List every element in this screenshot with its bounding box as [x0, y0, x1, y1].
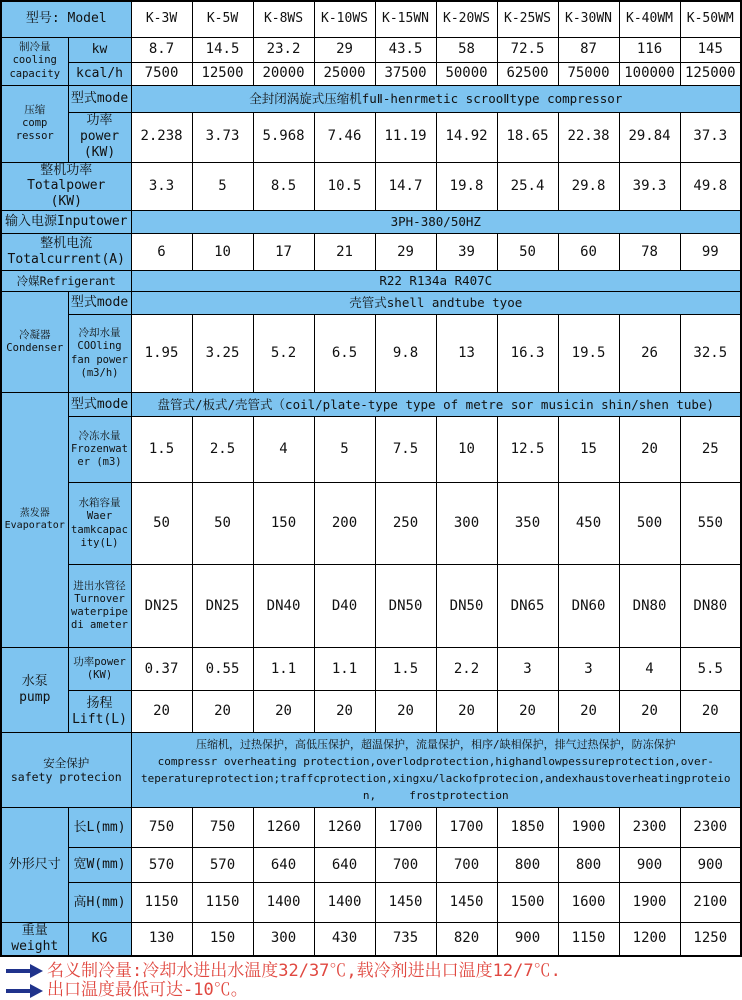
- value-cell: 700: [436, 848, 497, 883]
- value-cell: 2100: [680, 883, 741, 923]
- value-cell: 2300: [680, 808, 741, 848]
- input-power-value: 3PH-380/50HZ: [131, 211, 741, 234]
- value-cell: 10: [436, 417, 497, 483]
- value-cell: 145: [680, 37, 741, 62]
- value-cell: 750: [131, 808, 192, 848]
- value-cell: 100000: [619, 62, 680, 85]
- value-cell: 12500: [192, 62, 253, 85]
- value-cell: 1250: [680, 923, 741, 956]
- value-cell: 2300: [619, 808, 680, 848]
- condenser-mode-label: 型式mode: [68, 292, 131, 315]
- value-cell: 6.5: [314, 315, 375, 393]
- value-cell: 10: [192, 234, 253, 271]
- value-cell: 20: [314, 691, 375, 733]
- value-cell: 1600: [558, 883, 619, 923]
- width-label: 宽W(mm): [68, 848, 131, 883]
- model-header: K-40WM: [619, 1, 680, 37]
- value-cell: 500: [619, 483, 680, 565]
- refrigerant-label: 冷媒Refrigerant: [1, 271, 131, 292]
- value-cell: 550: [680, 483, 741, 565]
- value-cell: DN60: [558, 565, 619, 648]
- value-cell: 3.3: [131, 162, 192, 211]
- value-cell: 150: [192, 923, 253, 956]
- value-cell: DN25: [131, 565, 192, 648]
- model-header: K-50WM: [680, 1, 741, 37]
- value-cell: 3.25: [192, 315, 253, 393]
- cooling-water-label: 冷却水量 COOling fan power (m3/h): [68, 315, 131, 393]
- value-cell: 37500: [375, 62, 436, 85]
- value-cell: 1700: [436, 808, 497, 848]
- evaporator-type-text: 盘管式/板式/壳管式（coil/plate-type type of metre sor musicin shin/shen tube): [131, 393, 741, 417]
- value-cell: 4: [253, 417, 314, 483]
- value-cell: 19.5: [558, 315, 619, 393]
- value-cell: 62500: [497, 62, 558, 85]
- value-cell: 1150: [558, 923, 619, 956]
- value-cell: 17: [253, 234, 314, 271]
- value-cell: 3: [497, 648, 558, 691]
- value-cell: DN40: [253, 565, 314, 648]
- value-cell: 75000: [558, 62, 619, 85]
- value-cell: 1.95: [131, 315, 192, 393]
- value-cell: 5.5: [680, 648, 741, 691]
- value-cell: 116: [619, 37, 680, 62]
- height-label: 高H(mm): [68, 883, 131, 923]
- cooling-capacity-label: 制冷量 cooling capacity: [1, 37, 68, 85]
- value-cell: 1150: [131, 883, 192, 923]
- total-power-label: 整机功率 Totalpower (KW): [1, 162, 131, 211]
- refrigerant-value: R22 R134a R407C: [131, 271, 741, 292]
- value-cell: 20: [253, 691, 314, 733]
- value-cell: 700: [375, 848, 436, 883]
- evaporator-mode-label: 型式mode: [68, 393, 131, 417]
- pipe-diameter-label: 进出水管径 Turnover waterpipe di ameter: [68, 565, 131, 648]
- value-cell: 1150: [192, 883, 253, 923]
- value-cell: 750: [192, 808, 253, 848]
- value-cell: 200: [314, 483, 375, 565]
- value-cell: 25: [680, 417, 741, 483]
- footnotes: [4, 962, 740, 1000]
- value-cell: 900: [680, 848, 741, 883]
- value-cell: DN80: [619, 565, 680, 648]
- value-cell: 37.3: [680, 112, 741, 162]
- value-cell: 29: [375, 234, 436, 271]
- value-cell: 50000: [436, 62, 497, 85]
- value-cell: 7.5: [375, 417, 436, 483]
- kg-label: KG: [68, 923, 131, 956]
- model-header: K-8WS: [253, 1, 314, 37]
- value-cell: 20: [192, 691, 253, 733]
- value-cell: 5.968: [253, 112, 314, 162]
- value-cell: 20: [619, 417, 680, 483]
- value-cell: 16.3: [497, 315, 558, 393]
- value-cell: 820: [436, 923, 497, 956]
- value-cell: 29.84: [619, 112, 680, 162]
- compressor-mode-label: 型式mode: [68, 85, 131, 112]
- value-cell: 900: [619, 848, 680, 883]
- value-cell: 29.8: [558, 162, 619, 211]
- model-header: K-30WN: [558, 1, 619, 37]
- value-cell: 60: [558, 234, 619, 271]
- value-cell: 1260: [314, 808, 375, 848]
- value-cell: 20: [619, 691, 680, 733]
- value-cell: 1900: [619, 883, 680, 923]
- value-cell: 800: [558, 848, 619, 883]
- value-cell: 20: [497, 691, 558, 733]
- value-cell: 150: [253, 483, 314, 565]
- value-cell: 32.5: [680, 315, 741, 393]
- value-cell: 2.2: [436, 648, 497, 691]
- value-cell: 570: [131, 848, 192, 883]
- compressor-label: 压缩 comp ressor: [1, 85, 68, 162]
- condenser-type-text: 壳管式shell andtube tyoe: [131, 292, 741, 315]
- value-cell: 3: [558, 648, 619, 691]
- length-label: 长L(mm): [68, 808, 131, 848]
- value-cell: 1850: [497, 808, 558, 848]
- value-cell: 4: [619, 648, 680, 691]
- value-cell: 25.4: [497, 162, 558, 211]
- value-cell: 39: [436, 234, 497, 271]
- compressor-type-text: 全封闭涡旋式压缩机fuⅡ-henrmetic scrooⅡtype compressor: [131, 85, 741, 112]
- value-cell: 0.55: [192, 648, 253, 691]
- value-cell: 1260: [253, 808, 314, 848]
- value-cell: 1400: [314, 883, 375, 923]
- value-cell: 78: [619, 234, 680, 271]
- value-cell: 43.5: [375, 37, 436, 62]
- model-header: K-15WN: [375, 1, 436, 37]
- model-header: K-5W: [192, 1, 253, 37]
- unit-kcal-label: kcal/h: [68, 62, 131, 85]
- value-cell: 20: [680, 691, 741, 733]
- evaporator-label: 蒸发器 Evaporator: [1, 393, 68, 648]
- frozen-water-label: 冷冻水量 Frozenwat er (m3): [68, 417, 131, 483]
- value-cell: 12.5: [497, 417, 558, 483]
- value-cell: 5: [192, 162, 253, 211]
- value-cell: 800: [497, 848, 558, 883]
- value-cell: 300: [253, 923, 314, 956]
- value-cell: 15: [558, 417, 619, 483]
- value-cell: 39.3: [619, 162, 680, 211]
- value-cell: DN65: [497, 565, 558, 648]
- value-cell: 640: [253, 848, 314, 883]
- value-cell: 1.5: [131, 417, 192, 483]
- value-cell: 5: [314, 417, 375, 483]
- value-cell: 99: [680, 234, 741, 271]
- value-cell: 29: [314, 37, 375, 62]
- value-cell: 450: [558, 483, 619, 565]
- value-cell: 20: [436, 691, 497, 733]
- value-cell: 8.5: [253, 162, 314, 211]
- value-cell: 20: [375, 691, 436, 733]
- total-current-label: 整机电流 Totalcurrent(A): [1, 234, 131, 271]
- value-cell: 7.46: [314, 112, 375, 162]
- right-arrow-icon: [4, 963, 44, 979]
- value-cell: 125000: [680, 62, 741, 85]
- weight-label: 重量 weight: [1, 923, 68, 956]
- value-cell: 10.5: [314, 162, 375, 211]
- value-cell: DN25: [192, 565, 253, 648]
- value-cell: 900: [497, 923, 558, 956]
- value-cell: 87: [558, 37, 619, 62]
- tank-capacity-label: 水箱容量 Waer tamkcapac ity(L): [68, 483, 131, 565]
- footnote-2-text: 出口温度最低可达-10℃。: [47, 980, 248, 1000]
- value-cell: 58: [436, 37, 497, 62]
- value-cell: 20: [131, 691, 192, 733]
- right-arrow-icon: [4, 983, 44, 999]
- value-cell: 1450: [375, 883, 436, 923]
- value-cell: 300: [436, 483, 497, 565]
- value-cell: 570: [192, 848, 253, 883]
- value-cell: 14.5: [192, 37, 253, 62]
- footnote-2: [4, 981, 740, 1000]
- value-cell: 13: [436, 315, 497, 393]
- model-header: K-10WS: [314, 1, 375, 37]
- value-cell: 21: [314, 234, 375, 271]
- model-header-label: 型号: Model: [1, 1, 131, 37]
- value-cell: 130: [131, 923, 192, 956]
- value-cell: 5.2: [253, 315, 314, 393]
- footnote-1-text: 名义制冷量:冷却水进出水温度32/37℃,载冷剂进出口温度12/7℃.: [47, 960, 561, 981]
- input-power-label: 输入电源Inputower: [1, 211, 131, 234]
- value-cell: 72.5: [497, 37, 558, 62]
- lift-label: 扬程 Lift(L): [68, 691, 131, 733]
- value-cell: 25000: [314, 62, 375, 85]
- value-cell: 2.5: [192, 417, 253, 483]
- value-cell: 1500: [497, 883, 558, 923]
- value-cell: 50: [131, 483, 192, 565]
- value-cell: 8.7: [131, 37, 192, 62]
- value-cell: DN50: [375, 565, 436, 648]
- pump-label: 水泵 pump: [1, 648, 68, 733]
- value-cell: 22.38: [558, 112, 619, 162]
- value-cell: 11.19: [375, 112, 436, 162]
- value-cell: 1700: [375, 808, 436, 848]
- value-cell: 1.1: [253, 648, 314, 691]
- value-cell: DN80: [680, 565, 741, 648]
- value-cell: 1900: [558, 808, 619, 848]
- safety-text: 压缩机，过热保护，高低压保护，超温保护，流量保护，相序/缺相保护，排气过热保护，防冻保护 compressr overheating protection,overlodprotection,highandlowpessureprotection,over- teperatureprotection;traffcprotection,xingxu/lackofprotecion,andexhaustoverheatingproteio n, frostprotection: [131, 733, 741, 808]
- value-cell: 1.5: [375, 648, 436, 691]
- model-header: K-3W: [131, 1, 192, 37]
- value-cell: 640: [314, 848, 375, 883]
- value-cell: 18.65: [497, 112, 558, 162]
- condenser-label: 冷凝器 Condenser: [1, 292, 68, 393]
- value-cell: 50: [192, 483, 253, 565]
- value-cell: 1450: [436, 883, 497, 923]
- value-cell: 20000: [253, 62, 314, 85]
- compressor-power-label: 功率 power (KW): [68, 112, 131, 162]
- value-cell: DN50: [436, 565, 497, 648]
- model-header: K-25WS: [497, 1, 558, 37]
- value-cell: 20: [558, 691, 619, 733]
- value-cell: 0.37: [131, 648, 192, 691]
- safety-label: 安全保护 safety protecion: [1, 733, 131, 808]
- value-cell: 2.238: [131, 112, 192, 162]
- value-cell: 1400: [253, 883, 314, 923]
- value-cell: 50: [497, 234, 558, 271]
- value-cell: 6: [131, 234, 192, 271]
- pump-power-label: 功率power (KW): [68, 648, 131, 691]
- value-cell: D40: [314, 565, 375, 648]
- value-cell: 430: [314, 923, 375, 956]
- value-cell: 14.92: [436, 112, 497, 162]
- value-cell: 9.8: [375, 315, 436, 393]
- value-cell: 1.1: [314, 648, 375, 691]
- value-cell: 7500: [131, 62, 192, 85]
- value-cell: 250: [375, 483, 436, 565]
- value-cell: 3.73: [192, 112, 253, 162]
- unit-kw-label: kw: [68, 37, 131, 62]
- value-cell: 350: [497, 483, 558, 565]
- footnote-1: [4, 962, 740, 981]
- value-cell: 49.8: [680, 162, 741, 211]
- value-cell: 14.7: [375, 162, 436, 211]
- value-cell: 1200: [619, 923, 680, 956]
- model-header: K-20WS: [436, 1, 497, 37]
- value-cell: 23.2: [253, 37, 314, 62]
- value-cell: 19.8: [436, 162, 497, 211]
- value-cell: 735: [375, 923, 436, 956]
- value-cell: 26: [619, 315, 680, 393]
- dimensions-label: 外形尺寸: [1, 808, 68, 923]
